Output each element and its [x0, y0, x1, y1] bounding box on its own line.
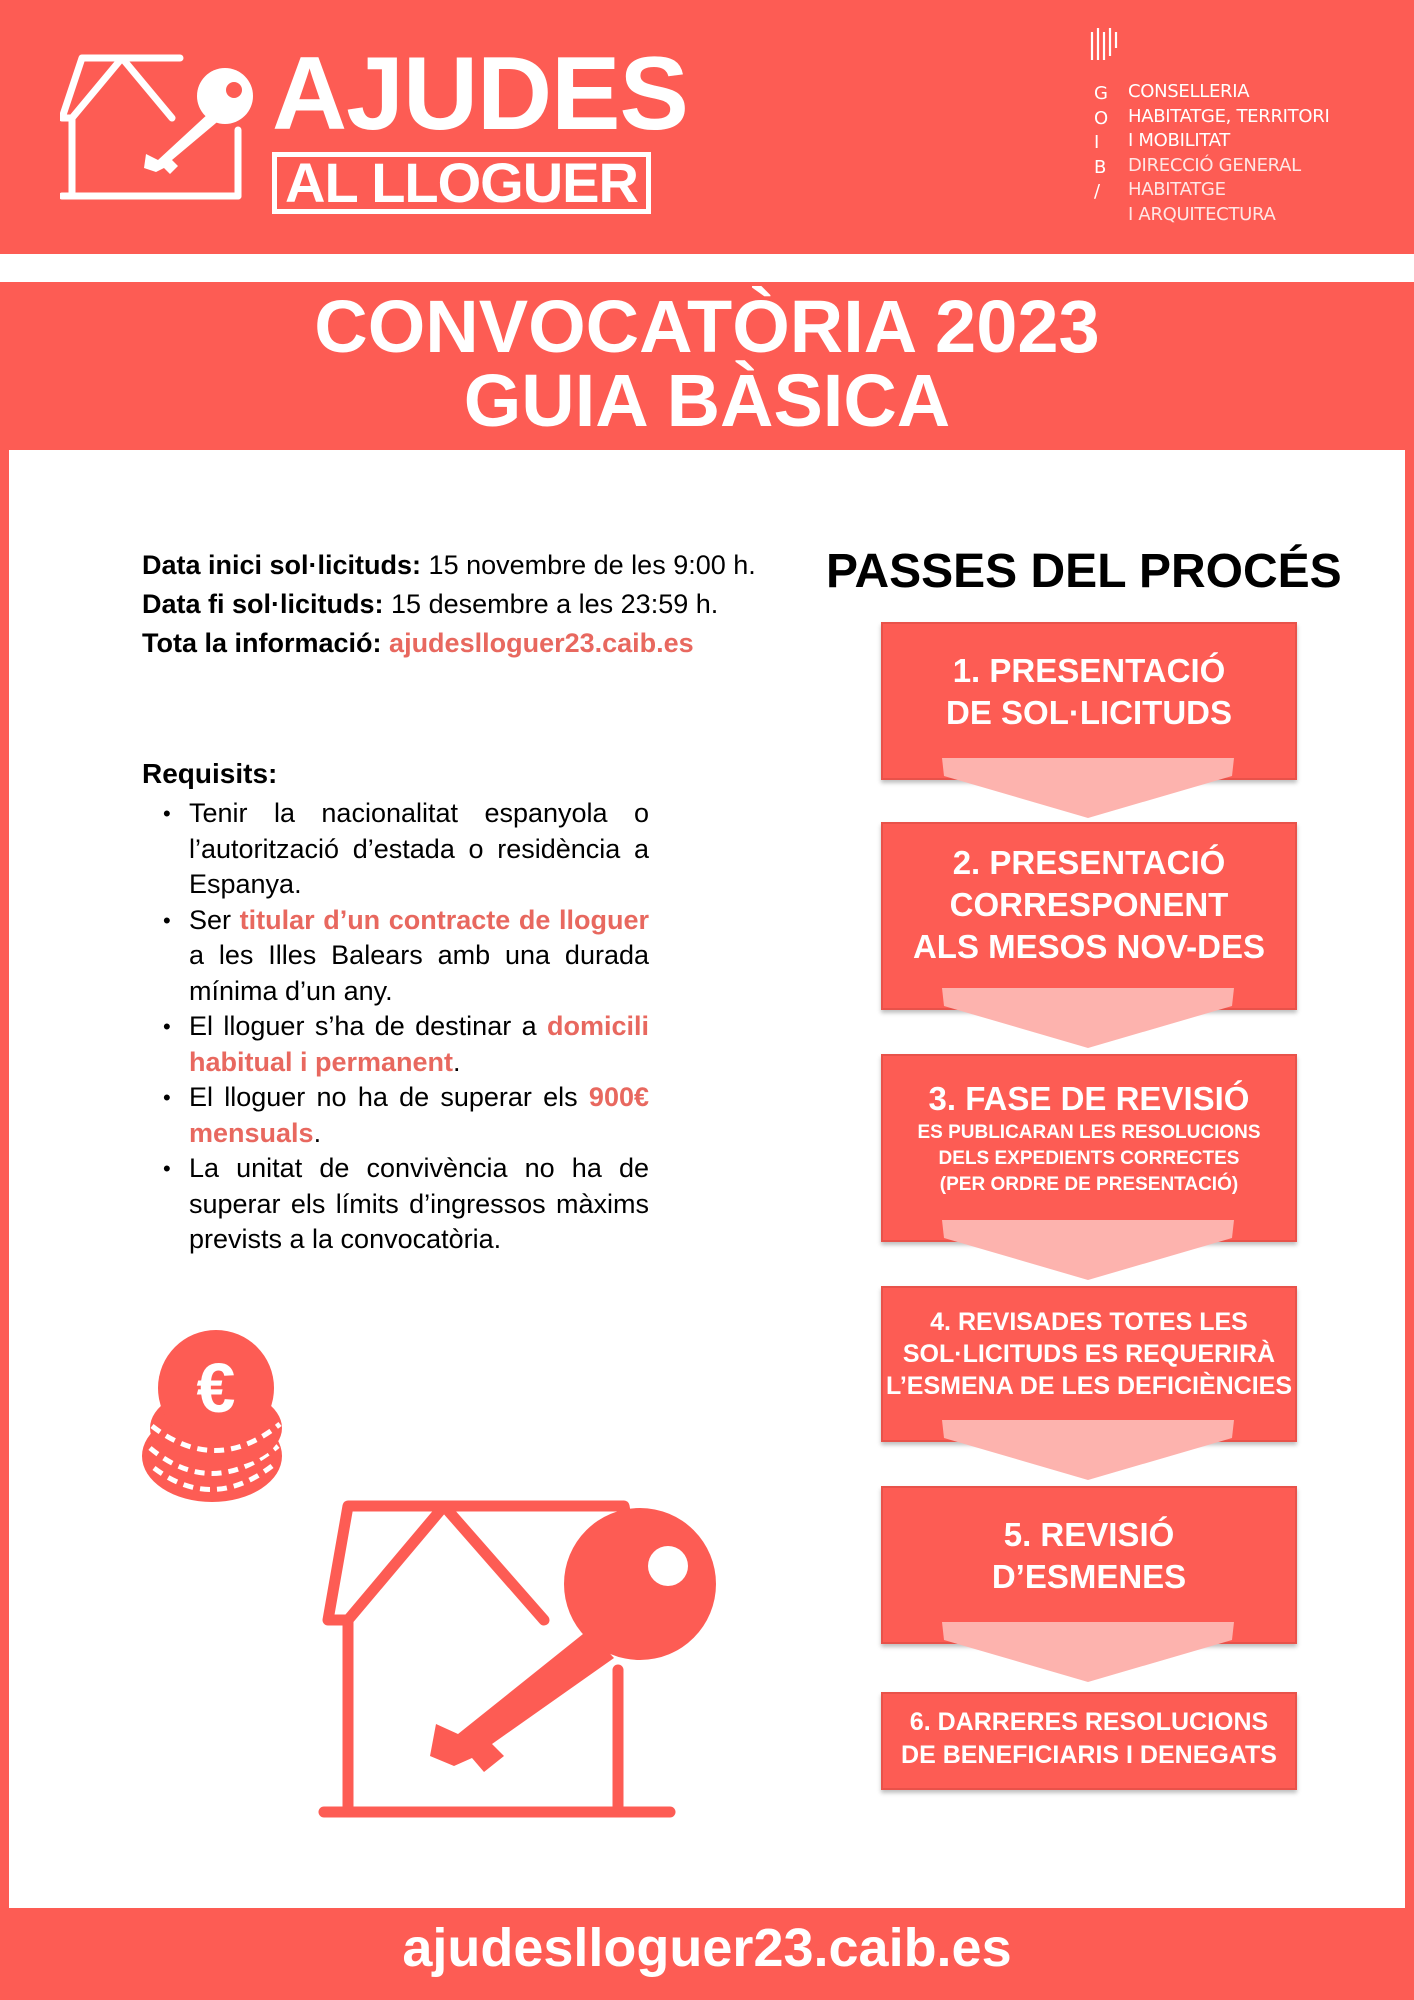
requirement-text: a les Illes Balears amb una durada mínima d’un any.	[189, 940, 649, 1006]
list-item	[189, 1009, 649, 1080]
requirements-list	[189, 796, 649, 1258]
conselleria-line: I MOBILITAT	[1128, 130, 1230, 151]
requirement-text: Ser	[189, 904, 240, 935]
goib-letter: G	[1094, 83, 1108, 104]
requirement-highlight: titular d’un contracte de lloguer	[239, 904, 649, 935]
step-line: ALS MESOS NOV-DES	[912, 928, 1266, 965]
end-date-line	[142, 585, 756, 624]
step-line: 4. REVISADES TOTES LES	[930, 1308, 1248, 1336]
list-item	[189, 1151, 649, 1258]
goib-letter: I	[1094, 132, 1100, 153]
start-date-line	[142, 546, 756, 585]
page-title	[0, 285, 1414, 442]
list-item	[189, 796, 649, 903]
logo-line-lloguer: AL LLOGUER	[272, 152, 651, 214]
requirement-text: .	[453, 1046, 461, 1077]
direccio-line: HABITATGE	[1128, 179, 1226, 200]
process-step-5	[881, 1486, 1297, 1644]
process-title: PASSES DEL PROCÉS	[826, 545, 1342, 598]
process-step-6	[881, 1692, 1297, 1790]
requirement-text: La unitat de convivència no ha de superar els límits d’ingressos màxims prevists a la convocatòria.	[189, 1153, 649, 1254]
goib-letter: O	[1094, 107, 1109, 129]
step-line: SOL·LICITUDS ES REQUERIRÀ	[902, 1340, 1276, 1368]
requirement-highlight: domicili habitual i permanent	[189, 1011, 649, 1077]
info-label: Tota la informació:	[142, 628, 382, 658]
chevron-down-icon	[942, 1220, 1234, 1280]
process-step-4	[881, 1286, 1297, 1442]
house-key-illustration-icon	[318, 1480, 728, 1820]
list-item	[189, 1080, 649, 1151]
conselleria-line: CONSELLERIA	[1128, 81, 1250, 102]
goib-letter: /	[1094, 181, 1101, 202]
start-date-value: 15 novembre de les 9:00 h.	[421, 550, 756, 580]
chevron-down-icon	[942, 758, 1234, 818]
goib-letter: B	[1094, 156, 1107, 178]
step-line: DE BENEFICIARIS I DENEGATS	[901, 1741, 1277, 1769]
step-line: 5. REVISIÓ	[1003, 1516, 1175, 1553]
goib-letters	[1094, 82, 1108, 205]
step-subline: DELS EXPEDIENTS CORRECTES	[938, 1148, 1240, 1169]
conselleria-line: HABITATGE, TERRITORI	[1128, 105, 1330, 127]
step-line: DE SOL·LICITUDS	[946, 694, 1232, 731]
step-line: CORRESPONENT	[949, 886, 1229, 923]
footer-url-link[interactable]: ajudeslloguer23.caib.es	[402, 1918, 1012, 1978]
house-key-logo-icon	[60, 50, 270, 200]
info-line	[142, 624, 756, 663]
dates-info	[142, 546, 756, 663]
process-step-1	[881, 622, 1297, 780]
chevron-down-icon	[942, 1622, 1234, 1682]
requirement-highlight: 900€ mensuals	[189, 1082, 649, 1148]
step-line: L’ESMENA DE LES DEFICIÈNCIES	[885, 1372, 1293, 1400]
chevron-down-icon	[942, 1420, 1234, 1480]
end-date-value: 15 desembre a les 23:59 h.	[383, 589, 719, 619]
step-title: 3. FASE DE REVISIÓ	[928, 1080, 1250, 1117]
euro-symbol: €	[196, 1349, 236, 1427]
start-date-label: Data inici sol·licituds:	[142, 550, 422, 580]
end-date-label: Data fi sol·licituds:	[142, 589, 384, 619]
frame-left	[0, 450, 9, 1910]
requirement-text: .	[313, 1117, 322, 1148]
list-item	[189, 903, 649, 1010]
step-line: 2. PRESENTACIÓ	[952, 844, 1226, 881]
chevron-down-icon	[942, 988, 1234, 1048]
requirement-text: El lloguer no ha de superar els	[189, 1082, 589, 1112]
requirement-text: Tenir la nacionalitat espanyola o l’autorització d’estada o residència a Espanya.	[189, 798, 649, 899]
step-line: 1. PRESENTACIÓ	[952, 652, 1226, 689]
step-subline: ES PUBLICARAN LES RESOLUCIONS	[917, 1122, 1261, 1143]
logo-line-ajudes: AJUDES	[272, 36, 688, 152]
requirement-text: El lloguer s’ha de destinar a	[189, 1011, 547, 1041]
process-step-3	[881, 1054, 1297, 1242]
logo-wordmark	[272, 36, 688, 214]
direccio-line: I ARQUITECTURA	[1128, 203, 1276, 225]
step-line: 6. DARRERES RESOLUCIONS	[909, 1708, 1269, 1736]
step-line: D’ESMENES	[991, 1558, 1187, 1595]
direccio-line: DIRECCIÓ GENERAL	[1128, 154, 1301, 176]
frame-right	[1405, 450, 1414, 1910]
title-line-2: GUIA BÀSICA	[463, 359, 951, 442]
goib-emblem-icon	[1088, 26, 1118, 64]
requirements-title: Requisits:	[142, 758, 278, 789]
title-line-1: CONVOCATÒRIA 2023	[314, 285, 1100, 368]
euro-coins-icon	[138, 1328, 298, 1508]
conselleria-name	[1128, 80, 1329, 227]
info-link[interactable]: ajudeslloguer23.caib.es	[389, 628, 694, 658]
process-step-2	[881, 822, 1297, 1010]
step-subline: (PER ORDRE DE PRESENTACIÓ)	[939, 1174, 1239, 1195]
